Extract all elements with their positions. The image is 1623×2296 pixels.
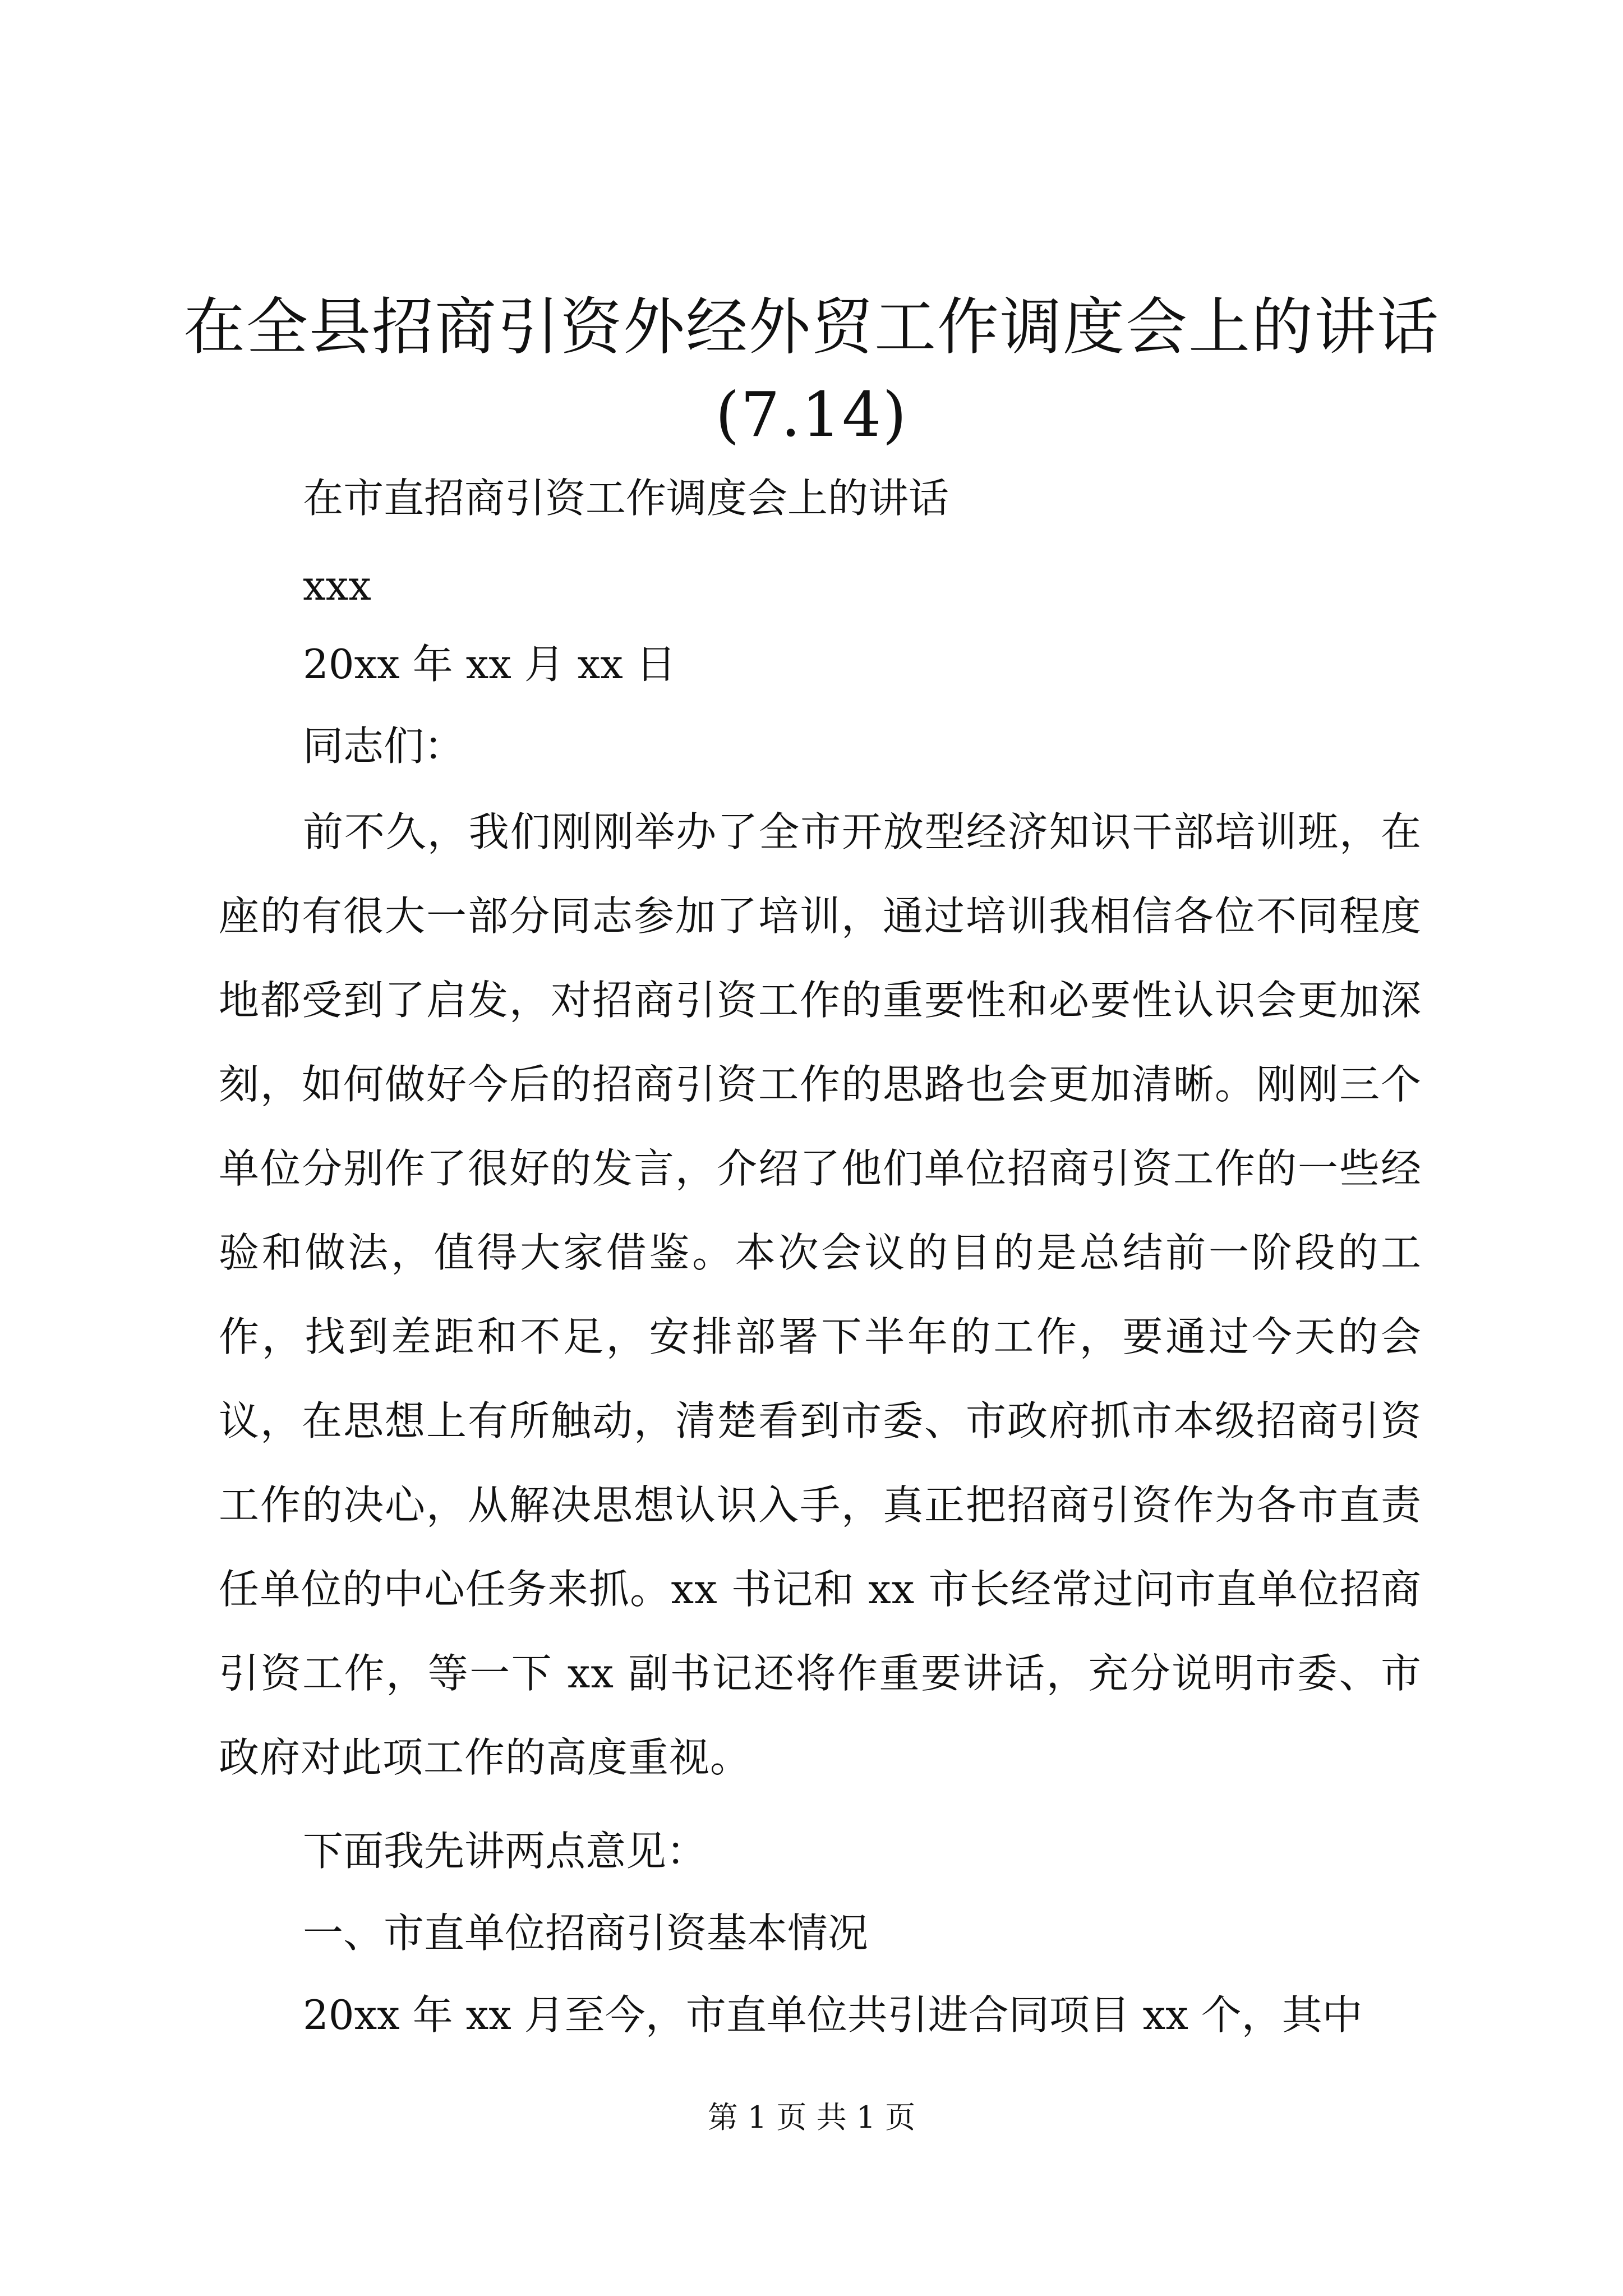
document-body xyxy=(219,471,1422,2042)
date: 20xx 年 xx 月 xx 日 xyxy=(303,641,676,688)
document-title xyxy=(168,283,1455,458)
subtitle: 在市直招商引资工作调度会上的讲话 xyxy=(303,475,949,522)
title-line-2: (7.14) xyxy=(715,379,908,450)
salutation: 同志们： xyxy=(303,723,465,770)
intro-points: 下面我先讲两点意见： xyxy=(303,1828,707,1875)
section-1-heading: 一、市直单位招商引资基本情况 xyxy=(303,1910,869,1957)
author: xxx xyxy=(303,562,371,609)
section-1-text: 20xx 年 xx 月至今，市直单位共引进合同项目 xx 个，其中 xyxy=(303,1991,1363,2039)
page-footer: 第 1 页 共 1 页 xyxy=(707,2100,916,2135)
title-line-1: 在全县招商引资外经外贸工作调度会上的讲话 xyxy=(183,291,1440,363)
paragraph-1: 前不久，我们刚刚举办了全市开放型经济知识干部培训班，在座的有很大一部分同志参加了培训，通过培训我相信各位不同程度地都受到了启发，对招商引资工作的重要性和必要性认识会更加深刻，如何做好今后的招商引资工作的思路也会更加清晰。刚刚三个单位分别作了很好的发言，介绍了他们单位招商引资工作的一些经验和做法，值得大家借鉴。本次会议的目的是总结前一阶段的工作，找到差距和不足，安排部署下半年的工作，要通过今天的会议，在思想上有所触动，清楚看到市委、市政府抓市本级招商引资工作的决心，从解决思想认识入手，真正把招商引资作为各市直责任单位的中心任务来抓。xx 书记和 xx 市长经常过问市直单位招商引资工作，等一下 xx 副书记还将作重要讲话，充分说明市委、市政府对此项工作的高度重视。 xyxy=(219,808,1422,1781)
